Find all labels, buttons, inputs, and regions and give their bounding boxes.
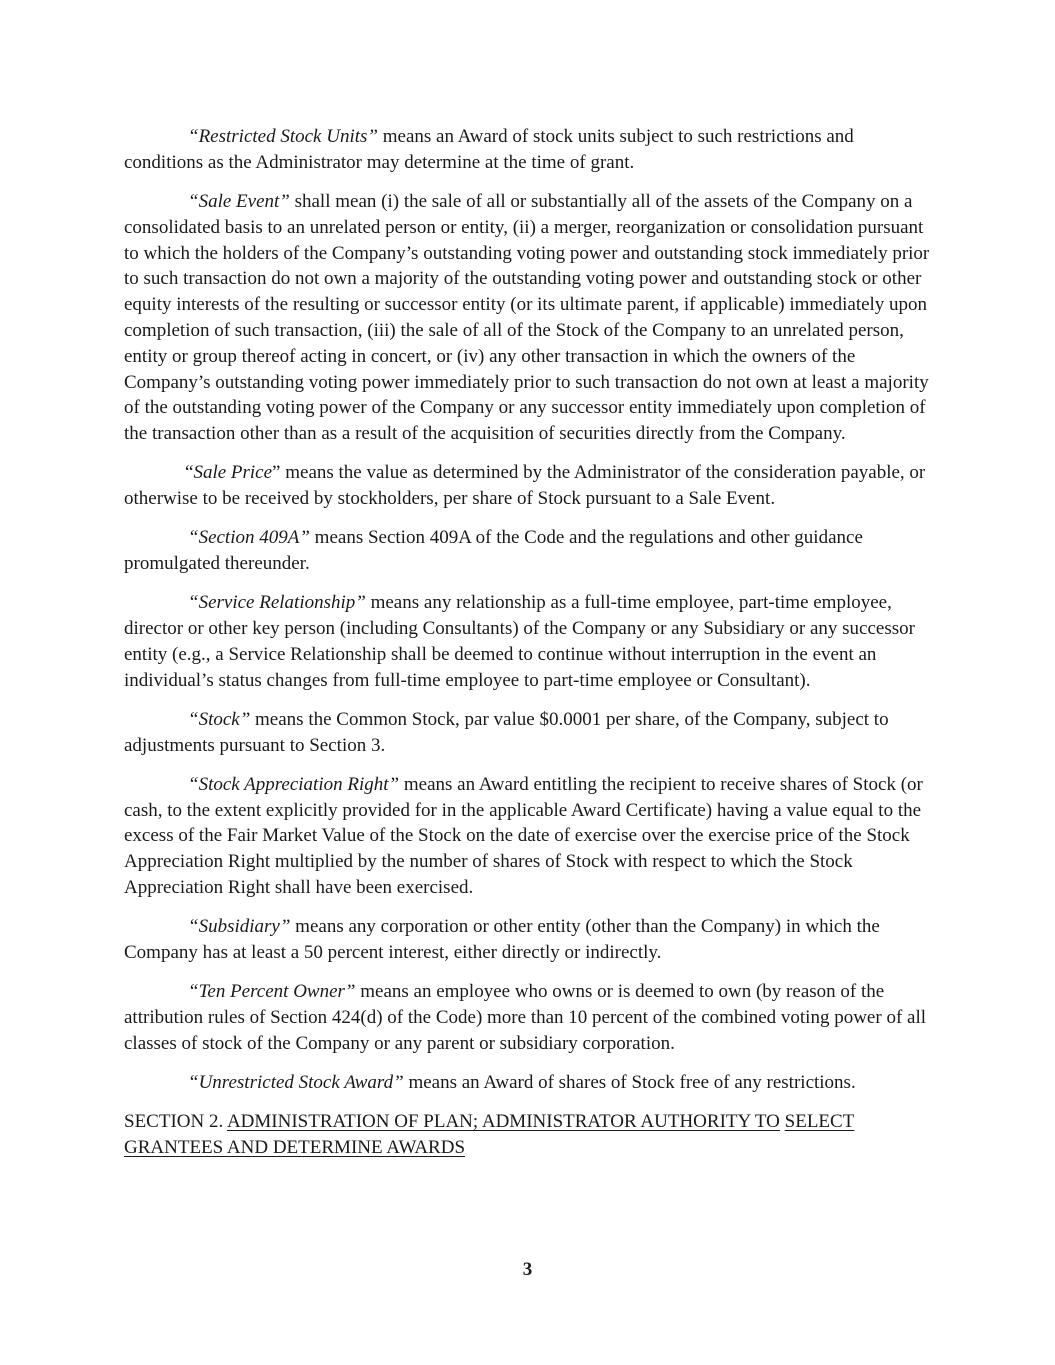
definition-term: “Unrestricted Stock Award” <box>188 1072 404 1094</box>
definition-term: “Service Relationship” <box>188 592 366 614</box>
definition-term: “Sale Event” <box>188 190 290 212</box>
definition-term: Sale Price <box>193 462 273 484</box>
definition-text: means an Award of stock units subject to such restrictions and conditions as the Administrator may determine at the time of grant. <box>124 126 854 173</box>
definition-ten-percent-owner <box>124 979 932 1056</box>
definition-section-409a <box>124 525 932 577</box>
definition-sale-event <box>124 189 932 447</box>
definition-text: shall mean (i) the sale of all or substantially all of the assets of the Company on a consolidated basis to an unrelated person or entity, (ii) a merger, reorganization or consolidation pursuant to which the holders of the Company’s outstanding voting power and outstanding stock immediately prior to such transaction do not own a majority of the outstanding voting power and outstanding stock or other equity interests of the resulting or successor entity (or its ultimate parent, if applicable) immediately upon completion of such transaction, (iii) the sale of all of the Stock of the Company to an unrelated person, entity or group thereof acting in concert, or (iv) any other transaction in which the owners of the Company’s outstanding voting power immediately prior to such transaction do not own at least a majority of the outstanding voting power of the Company or any successor entity immediately upon completion of the transaction other than as a result of the acquisition of securities directly from the Company. <box>124 190 930 445</box>
section-number: SECTION 2. <box>124 1111 227 1133</box>
definition-stock <box>124 707 932 759</box>
definition-text: ” means the value as determined by the Administrator of the consideration payable, or otherwise to be received by stockholders, per share of Stock pursuant to a Sale Event. <box>124 462 926 510</box>
definition-term: “Stock” <box>188 708 251 730</box>
definition-restricted-stock-units <box>124 124 932 176</box>
document-page <box>124 124 932 1161</box>
definition-term: “Restricted Stock Units” <box>188 126 378 147</box>
definition-text: means the Common Stock, par value $0.0001 per share, of the Company, subject to adjustments pursuant to Section 3. <box>124 708 889 756</box>
definition-text: means any relationship as a full-time employee, part-time employee, director or other key person (including Consultants) of the Company or any Subsidiary or any successor entity (e.g., a Service Relationship shall be deemed to continue without interruption in the event an individual’s status changes from full-time employee to part-time employee or Consultant). <box>124 592 915 691</box>
definition-subsidiary <box>124 914 932 966</box>
definition-sale-price <box>124 460 932 512</box>
definition-text: means Section 409A of the Code and the regulations and other guidance promulgated thereunder. <box>124 527 863 575</box>
definition-term: “Ten Percent Owner” <box>188 981 356 1003</box>
definition-service-relationship <box>124 590 932 693</box>
section-title-part-1: ADMINISTRATION OF PLAN; ADMINISTRATOR AUTHORITY TO <box>226 1111 780 1133</box>
definition-stock-appreciation-right <box>124 772 932 901</box>
definition-term: “Subsidiary” <box>188 916 291 938</box>
section-title-part-2: SELECT GRANTEES AND DETERMINE AWARDS <box>124 1111 855 1158</box>
definition-text: means any corporation or other entity (other than the Company) in which the Company has at least a 50 percent interest, either directly or indirectly. <box>124 916 880 964</box>
definition-open-quote: “ <box>185 462 194 484</box>
section-2-heading <box>124 1109 932 1161</box>
definition-text: means an employee who owns or is deemed to own (by reason of the attribution rules of Section 424(d) of the Code) more than 10 percent of the combined voting power of all classes of stock of the Company or any parent or subsidiary corporation. <box>124 981 927 1054</box>
definition-text: means an Award entitling the recipient to receive shares of Stock (or cash, to the extent explicitly provided for in the applicable Award Certificate) having a value equal to the excess of the Fair Market Value of the Stock on the date of exercise over the exercise price of the Stock Appreciation Right multiplied by the number of shares of Stock with respect to which the Stock Appreciation Right shall have been exercised. <box>124 773 923 899</box>
page-number: 3 <box>522 1259 533 1280</box>
definition-term: “Section 409A” <box>188 527 310 549</box>
definition-text: means an Award of shares of Stock free of any restrictions. <box>403 1072 856 1094</box>
definition-unrestricted-stock-award <box>124 1070 932 1096</box>
definition-term: “Stock Appreciation Right” <box>188 773 400 795</box>
